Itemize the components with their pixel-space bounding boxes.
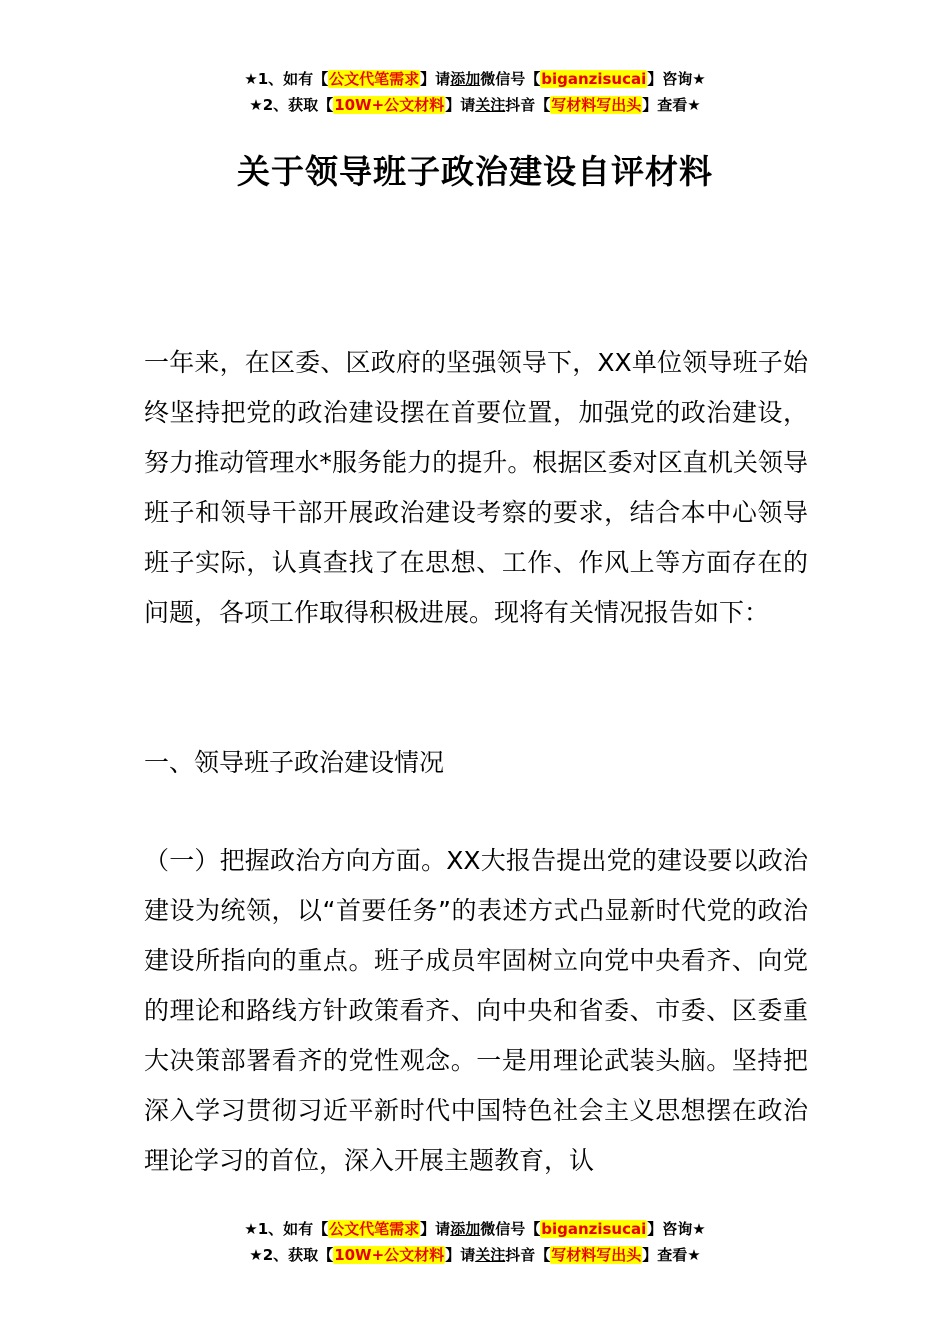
banner-line-2 [0,92,950,118]
document-title: 关于领导班子政治建设自评材料 [237,152,713,191]
banner-text: 】请 [445,96,476,114]
banner-text: 】请 [420,1220,451,1238]
banner-text: 】请 [445,1246,476,1264]
banner-underline: 关注 [475,1246,506,1264]
banner-highlight: biganzisucai [541,70,647,88]
banner-line-1 [0,1216,950,1242]
banner-text: 】咨询★ [647,70,706,88]
banner-text: 】咨询★ [647,1220,706,1238]
section-heading: 一、领导班子政治建设情况 [144,748,445,777]
paragraph-intro: 一年来，在区委、区政府的坚强领导下，XX单位领导班子始终坚持把党的政治建设摆在首要位置，加强党的政治建设，努力推动管理水*服务能力的提升。根据区委对区直机关领导班子和领导干部开展政治建设考察的要求，结合本中心领导班子实际，认真查找了在思想、工作、作风上等方面存在的问题，各项工作取得积极进展。现将有关情况报告如下： [144,348,808,627]
banner-highlight: 写材料写出头 [551,1246,642,1264]
banner-highlight: 10W+公文材料 [334,96,445,114]
banner-line-2 [0,1242,950,1268]
banner-text: 微信号【 [480,1220,541,1238]
banner-highlight: 公文代笔需求 [329,1220,420,1238]
banner-highlight: 写材料写出头 [551,96,642,114]
header-banner [0,66,950,118]
banner-text: ★2、获取【 [249,96,334,114]
banner-underline: 添加 [450,1220,481,1238]
banner-text: ★1、如有【 [244,70,329,88]
banner-text: ★1、如有【 [244,1220,329,1238]
banner-highlight: 10W+公文材料 [334,1246,445,1264]
banner-text: 】请 [420,70,451,88]
footer-banner [0,1216,950,1268]
banner-underline: 关注 [475,96,506,114]
banner-text: ★2、获取【 [249,1246,334,1264]
banner-highlight: biganzisucai [541,1220,647,1238]
banner-text: 抖音【 [505,1246,551,1264]
banner-highlight: 公文代笔需求 [329,70,420,88]
banner-text: 】查看★ [642,96,701,114]
banner-line-1 [0,66,950,92]
banner-text: 】查看★ [642,1246,701,1264]
paragraph-political-direction: （一）把握政治方向方面。XX大报告提出党的建设要以政治建设为统领，以“首要任务”的表述方式凸显新时代党的政治建设所指向的重点。班子成员牢固树立向党中央看齐、向党的理论和路线方针政策看齐、向中央和省委、市委、区委重大决策部署看齐的党性观念。一是用理论武装头脑。坚持把深入学习贯彻习近平新时代中国特色社会主义思想摆在政治理论学习的首位，深入开展主题教育，认 [144,846,808,1175]
banner-text: 微信号【 [480,70,541,88]
banner-underline: 添加 [450,70,481,88]
banner-text: 抖音【 [505,96,551,114]
